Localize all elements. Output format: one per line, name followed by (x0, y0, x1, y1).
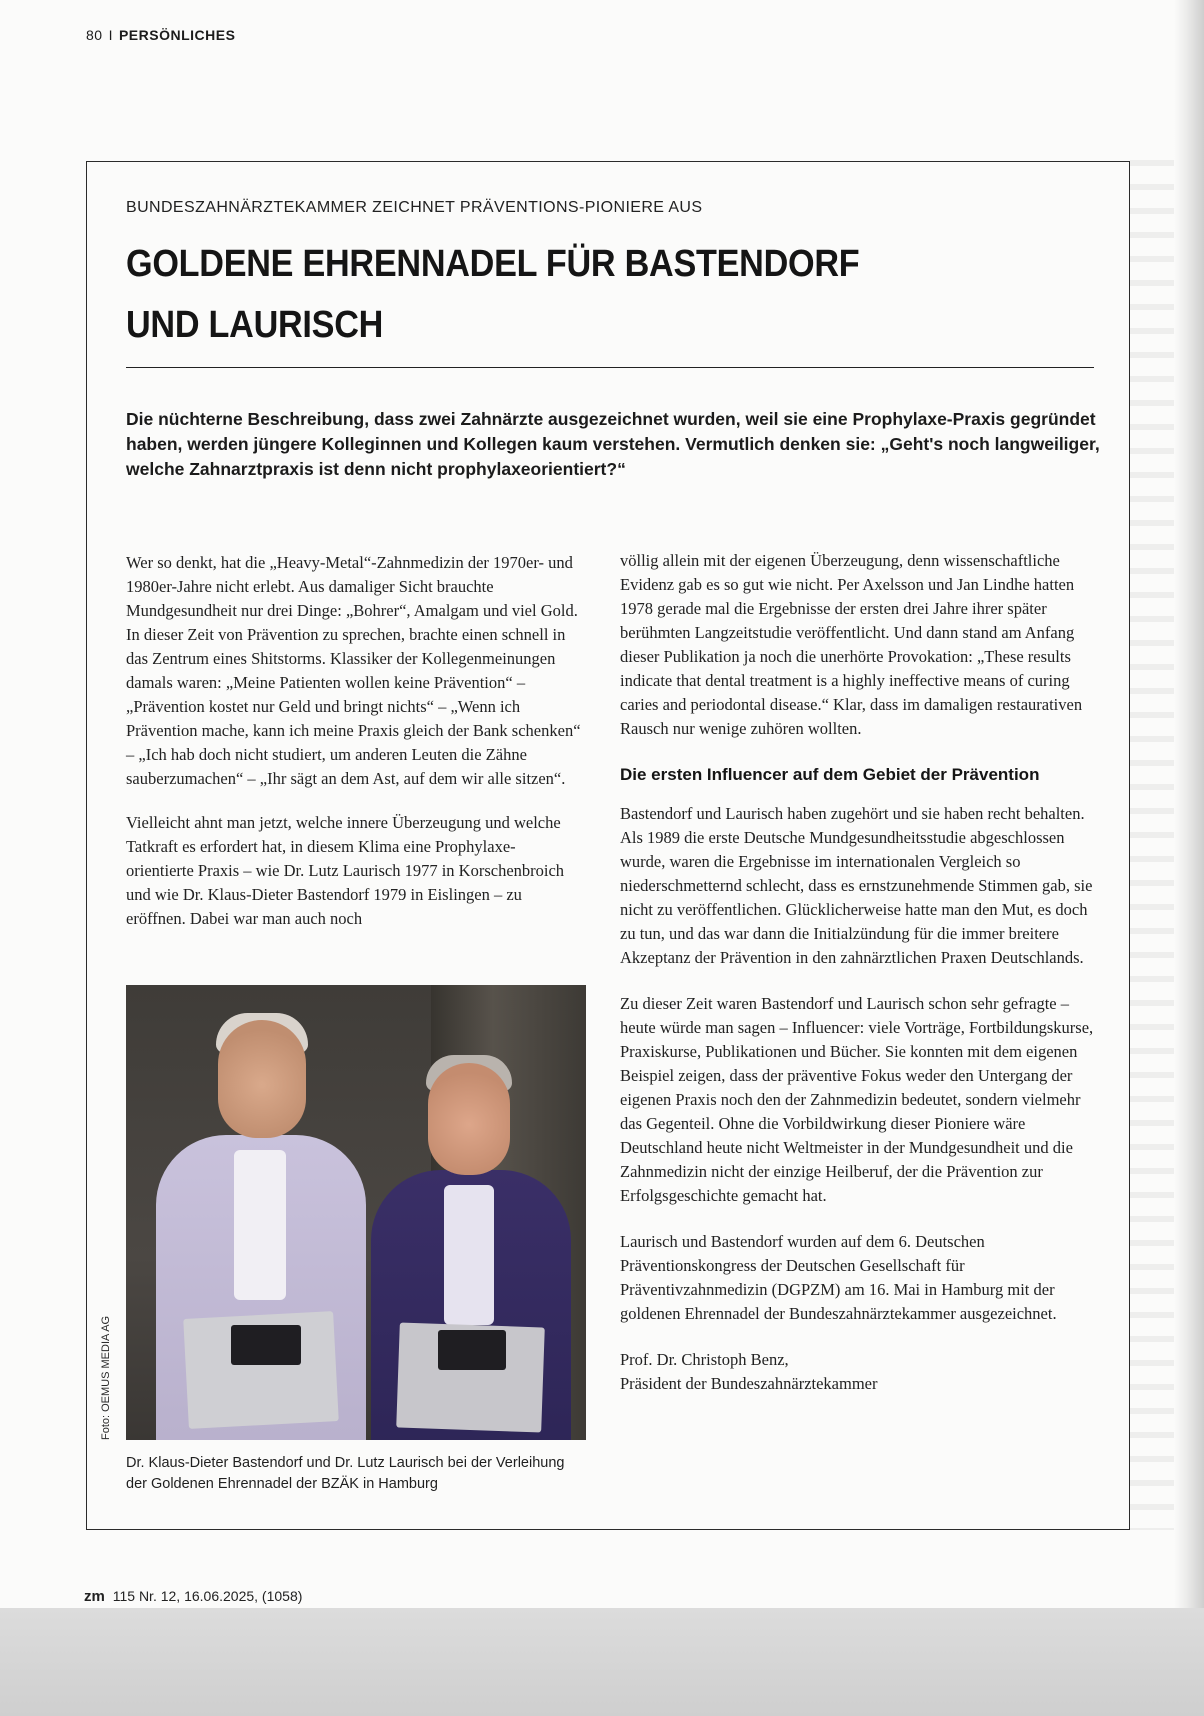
section-title: PERSÖNLICHES (118, 27, 236, 43)
body-paragraph: Bastendorf und Laurisch haben zugehört und sie haben recht behalten. Als 1989 die erste Deutsche Mundgesundheitsstudie abgeschlossen wurde, waren die Ergebnisse im internationalen Vergleich so niederschmetternd schlecht, dass es ernstzunehmende Stimmen gab, sie nicht zu veröffentlichen. Glücklicherweise hatte man den Mut, es doch zu tun, und das war dann die Initialzündung für die immer breitere Akzeptanz der Prävention in den zahnärztlichen Praxen Deutschlands. (620, 804, 1093, 967)
article-overline: BUNDESZAHNÄRZTEKAMMER ZEICHNET PRÄVENTIONS-PIONIERE AUS (126, 199, 703, 216)
author-signature (620, 1348, 1097, 1396)
body-paragraph: Vielleicht ahnt man jetzt, welche innere Überzeugung und welche Tatkraft es erfordert hat, in diesem Klima eine Prophylaxe-orientierte Praxis – wie Dr. Lutz Laurisch 1977 in Korschenbroich und wie Dr. Klaus-Dieter Bastendorf 1979 in Eislingen – zu eröffnen. Dabei war man auch noch (126, 813, 565, 928)
body-paragraph: völlig allein mit der eigenen Überzeugung, denn wissenschaftliche Evidenz gab es so gut wie nicht. Per Axelsson und Jan Lindhe hatten 1978 gerade mal die Ergebnisse der ersten drei Jahre ihrer später berühmten Langzeitstudie veröffentlicht. Und dann stand am Anfang dieser Publikation ja noch die unerhörte Provokation: „These results indicate that dental treatment is a highly ineffective means of curing caries and periodontal disease.“ Klar, dass im damaligen restaurativen Rausch nur wenige zuhören wollten. (620, 551, 1083, 738)
scan-bottom-margin (0, 1608, 1204, 1716)
headline-rule (126, 367, 1094, 368)
left-column (126, 551, 581, 951)
author-title: Präsident der Bundeszahnärztekammer (620, 1374, 878, 1393)
award-box-left (231, 1325, 301, 1365)
facing-page-bleed (1130, 160, 1174, 1530)
issue-info: 115 Nr. 12, 16.06.2025, (1058) (112, 1588, 303, 1604)
person-left-head (218, 1020, 306, 1138)
body-paragraph: Laurisch und Bastendorf wurden auf dem 6. Deutschen Präventionskongress der Deutschen Gesellschaft für Präventivzahnmedizin (DGPZM) am 16. Mai in Hamburg mit der goldenen Ehrennadel der Bundeszahnärztekammer ausgezeichnet. (620, 1232, 1057, 1323)
magazine-name: zm (84, 1588, 105, 1605)
headline-line-2: UND LAURISCH (126, 304, 384, 346)
award-photo (126, 985, 586, 1440)
body-paragraph: Zu dieser Zeit waren Bastendorf und Laurisch schon sehr gefragte – heute würde man sagen – Influencer: viele Vorträge, Fortbildungskurse, Praxiskurse, Publikationen und Bücher. Sie konnten mit dem eigenen Beispiel zeigen, dass der präventive Fokus weder den Untergang der eigenen Praxis noch den der Zahnmedizin bedeutet, sondern vielmehr das Gegenteil. Ohne die Vorbildwirkung dieser Pioniere wäre Deutschland heute nicht Weltmeister in der Mundgesundheit und die Zahnmedizin nicht der einzige Heilberuf, der die Prävention zur Erfolgsgeschichte gemacht hat. (620, 994, 1094, 1205)
page-edge-shadow (1174, 0, 1204, 1716)
photo-credit: Foto: OEMUS MEDIA AG (100, 1315, 112, 1440)
headline-line-1: GOLDENE EHRENNADEL FÜR BASTENDORF (126, 243, 860, 285)
article-headline (126, 234, 981, 356)
section-subheading: Die ersten Influencer auf dem Gebiet der Prävention (620, 765, 1040, 784)
right-column (620, 549, 1097, 1396)
body-paragraph: Wer so denkt, hat die „Heavy-Metal“-Zahnmedizin der 1970er- und 1980er-Jahre nicht erlebt. Aus damaliger Sicht brauchte Mundgesundheit nur drei Dinge: „Bohrer“, Amalgam und viel Gold. In dieser Zeit von Prävention zu sprechen, brachte einen schnell in das Zentrum eines Shitstorms. Klassiker der Kollegenmeinungen damals waren: „Meine Patienten wollen keine Prävention“ – „Prävention kostet nur Geld und bringt nichts“ – „Wenn ich Prävention mache, kann ich meine Praxis gleich der Bank schenken“ – „Ich hab doch nicht studiert, um anderen Leuten die Zähne sauberzumachen“ – „Ihr sägt an dem Ast, auf dem wir alle sitzen“. (126, 553, 581, 788)
award-box-right (438, 1330, 506, 1370)
photo-caption: Dr. Klaus-Dieter Bastendorf und Dr. Lutz Laurisch bei der Verleihung der Goldenen Ehrennadel der BZÄK in Hamburg (126, 1455, 565, 1492)
person-right-shirt (444, 1185, 494, 1325)
person-right-head (428, 1063, 510, 1175)
article-lead: Die nüchterne Beschreibung, dass zwei Zahnärzte ausgezeichnet wurden, weil sie eine Prophylaxe-Praxis gegründet haben, werden jüngere Kolleginnen und Kollegen kaum verstehen. Vermutlich denken sie: „Geht's noch langweiliger, welche Zahnarztpraxis ist denn nicht prophylaxeorientiert?“ (126, 409, 1100, 479)
person-left-shirt (234, 1150, 286, 1300)
page-footer (84, 1588, 302, 1605)
author-name: Prof. Dr. Christoph Benz, (620, 1350, 789, 1369)
running-head-separator: I (108, 27, 113, 43)
running-head (86, 27, 235, 43)
page-number: 80 (86, 27, 103, 43)
